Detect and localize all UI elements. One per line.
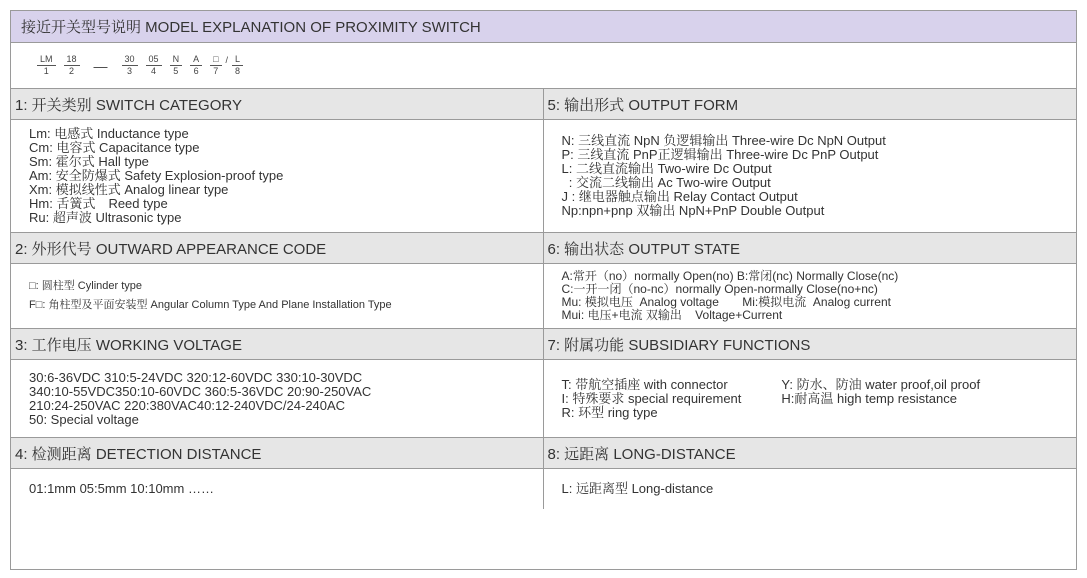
model-slash: /	[225, 55, 229, 65]
list-item: I: 特殊要求 special requirement	[561, 390, 742, 406]
model-seg-1: LM 1	[37, 54, 56, 77]
list-item: : 交流二线输出 Ac Two-wire Output	[561, 175, 771, 190]
list-item: Lm: 电感式 Inductance type	[29, 126, 189, 141]
list-item: Am: 安全防爆式 Safety Explosion-proof type	[29, 168, 284, 183]
section-2-body	[11, 264, 543, 329]
model-code-row	[11, 43, 1076, 89]
list-item: 210:24-250VAC 220:380VAC40:12-240VDC/24-240AC	[29, 397, 346, 413]
section-7-left	[562, 378, 742, 420]
right-column	[544, 89, 1077, 509]
list-item: Ru: 超声波 Ultrasonic type	[29, 210, 182, 225]
list-item: R: 环型 ring type	[561, 404, 658, 420]
list-item: L: 远距离型 Long-distance	[561, 481, 714, 496]
model-seg-6: A 6	[190, 54, 202, 77]
list-item: 50: Special voltage	[29, 411, 139, 427]
model-seg-4: 05 4	[146, 54, 162, 77]
list-item: L: 二线直流输出 Two-wire Dc Output	[561, 161, 772, 176]
list-item: Y: 防水、防油 water proof,oil proof	[781, 376, 981, 392]
list-item: 30:6-36VDC 310:5-24VDC 320:12-60VDC 330:10-30VDC	[29, 369, 363, 385]
list-item: Sm: 霍尔式 Hall type	[29, 154, 149, 169]
section-3-heading: 3: 工作电压 WORKING VOLTAGE	[11, 329, 543, 360]
section-4-heading: 4: 检测距离 DETECTION DISTANCE	[11, 438, 543, 469]
list-item: J : 继电器触点输出 Relay Contact Output	[561, 189, 798, 204]
section-5-body	[544, 120, 1077, 233]
list-item: N: 三线直流 NpN 负逻辑输出 Three-wire Dc NpN Output	[561, 133, 886, 148]
section-7-body	[544, 360, 1077, 438]
list-item: 340:10-55VDC350:10-60VDC 360:5-36VDC 20:90-250VAC	[29, 383, 372, 399]
list-item: Mu: 模拟电压 Analog voltage Mi:模拟电流 Analog current	[561, 295, 891, 309]
list-item: Xm: 模拟线性式 Analog linear type	[29, 182, 229, 197]
section-7-columns	[562, 378, 1077, 420]
section-8-heading: 8: 远距离 LONG-DISTANCE	[544, 438, 1077, 469]
section-4-body	[11, 469, 543, 509]
section-7-right	[781, 378, 980, 420]
left-column	[11, 89, 544, 509]
list-item: C:一开一闭（no-nc）normally Open-normally Close(no+nc)	[561, 282, 878, 296]
list-item: □: 圆柱型 Cylinder type	[29, 280, 143, 292]
section-3-body	[11, 360, 543, 438]
model-seg-5: N 5	[170, 54, 183, 77]
list-item: Hm: 舌簧式 Reed type	[29, 196, 168, 211]
section-7-heading: 7: 附属功能 SUBSIDIARY FUNCTIONS	[544, 329, 1077, 360]
list-item: P: 三线直流 PnP正逻辑输出 Three-wire Dc PnP Output	[561, 147, 879, 162]
model-explanation-sheet	[10, 10, 1077, 570]
model-seg-7: □ 7	[210, 54, 221, 77]
section-5-heading: 5: 输出形式 OUTPUT FORM	[544, 89, 1077, 120]
sections-grid	[11, 89, 1076, 509]
model-seg-3: 30 3	[122, 54, 138, 77]
section-2-heading: 2: 外形代号 OUTWARD APPEARANCE CODE	[11, 233, 543, 264]
model-code	[37, 54, 251, 77]
list-item: F□: 角柱型及平面安装型 Angular Column Type And Plane Installation Type	[29, 299, 392, 311]
list-item: Cm: 电容式 Capacitance type	[29, 140, 200, 155]
list-item: Np:npn+pnp 双输出 NpN+PnP Double Output	[561, 203, 825, 218]
section-1-body	[11, 120, 543, 233]
page-title: 接近开关型号说明 MODEL EXPLANATION OF PROXIMITY SWITCH	[11, 11, 1076, 43]
list-item: A:常开（no）normally Open(no) B:常闭(nc) Normally Close(nc)	[561, 269, 899, 283]
section-1-heading: 1: 开关类别 SWITCH CATEGORY	[11, 89, 543, 120]
section-6-body	[544, 264, 1077, 329]
section-8-body	[544, 469, 1077, 509]
model-dash: —	[93, 58, 108, 74]
list-item: T: 带航空插座 with connector	[561, 376, 728, 392]
list-item: 01:1mm 05:5mm 10:10mm ……	[29, 481, 214, 496]
model-seg-2: 18 2	[64, 54, 80, 77]
list-item: Mui: 电压+电流 双输出 Voltage+Current	[561, 308, 783, 322]
list-item: H:耐高温 high temp resistance	[781, 390, 957, 406]
section-6-heading: 6: 输出状态 OUTPUT STATE	[544, 233, 1077, 264]
model-seg-8: L 8	[232, 54, 243, 77]
